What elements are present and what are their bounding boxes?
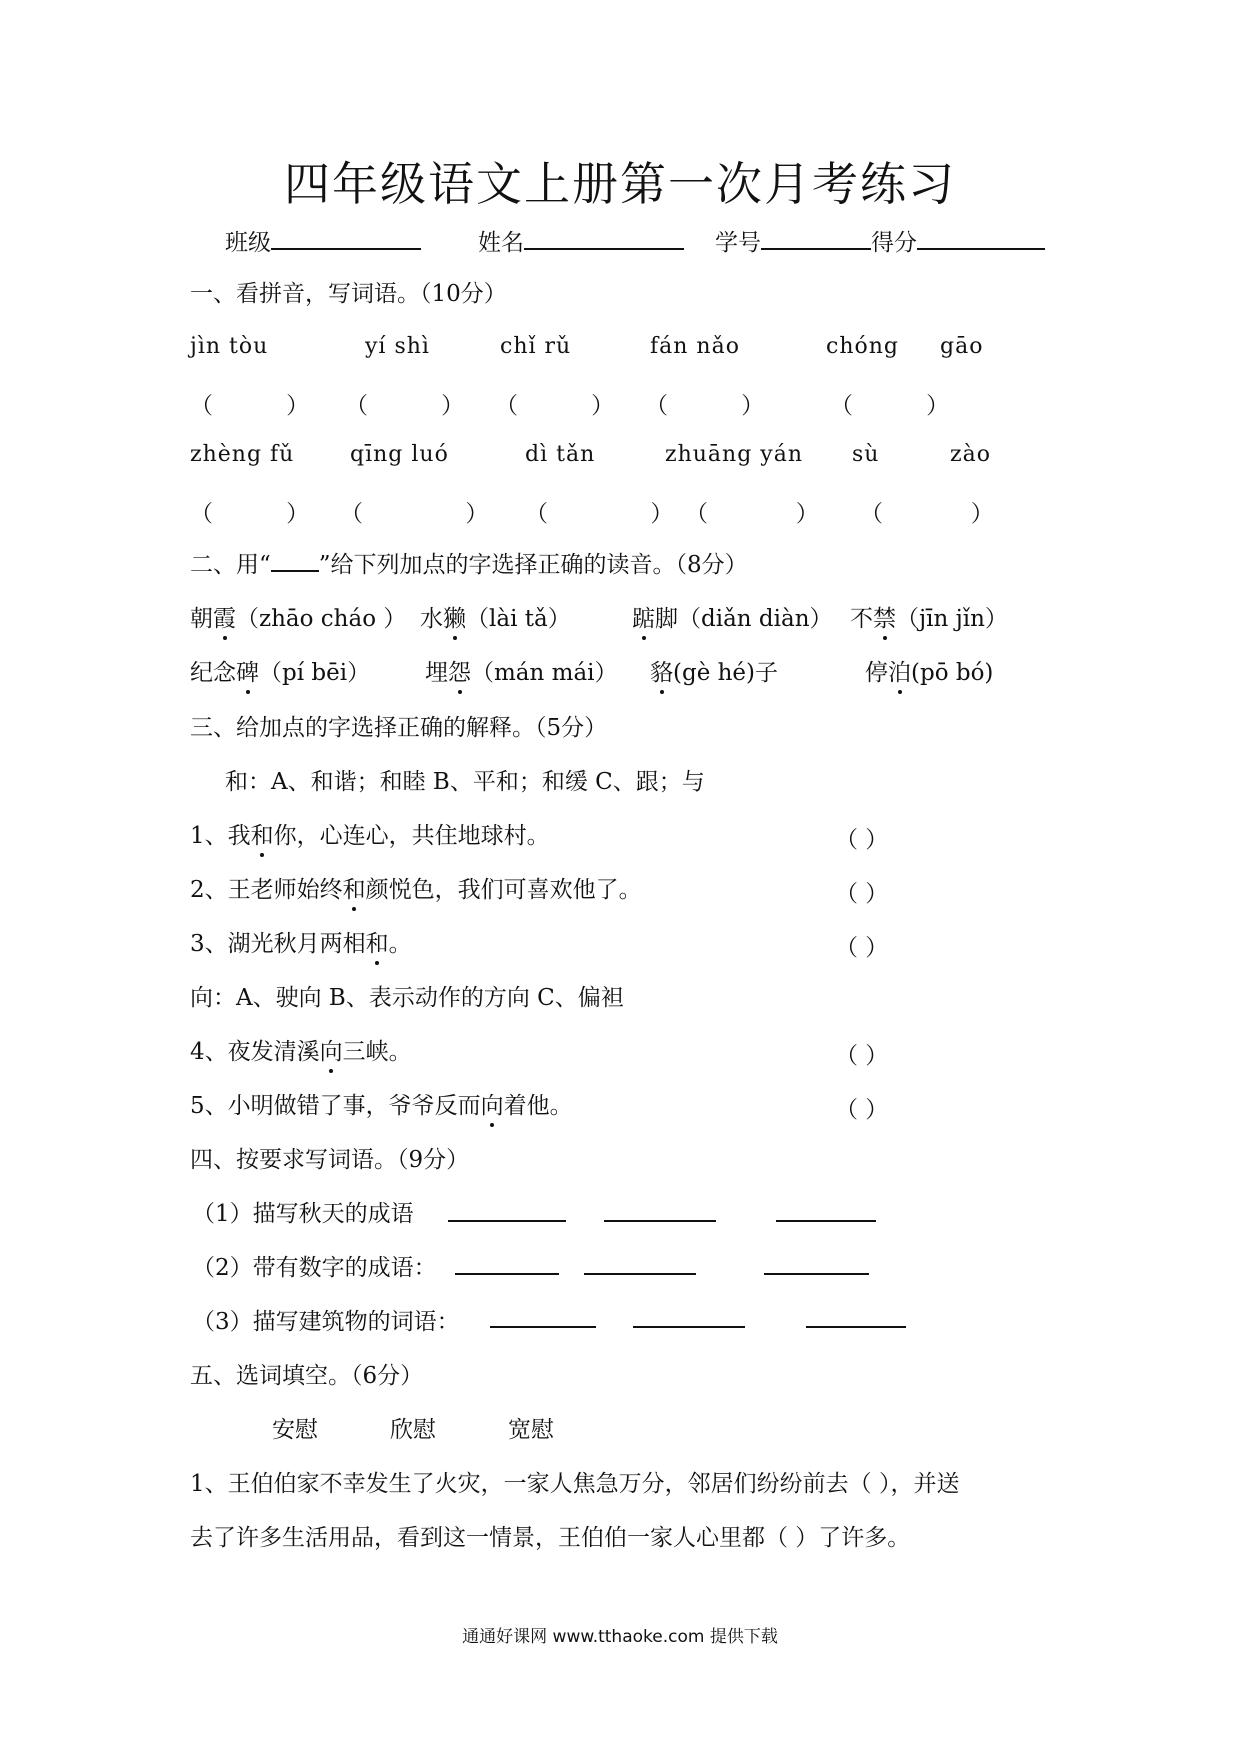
word-option: 宽慰 xyxy=(508,1417,554,1443)
question-text: 2、王老师始终 xyxy=(190,877,343,903)
dotted-char: 踮 xyxy=(632,606,655,632)
question-text: 你，心连心，共住地球村。 xyxy=(273,823,550,849)
student-info-row xyxy=(225,226,421,258)
answer-box[interactable]: （ ） xyxy=(685,501,819,527)
word-text: 停 xyxy=(865,660,888,686)
dotted-char: 貉 xyxy=(650,660,673,686)
pinyin-3: chǐ rǔ xyxy=(500,334,572,359)
question-text: 3、湖光秋月两相 xyxy=(190,931,366,957)
name-field[interactable] xyxy=(524,226,684,250)
id-row xyxy=(715,226,1045,258)
answer-box[interactable]: （ ） xyxy=(340,501,489,527)
dotted-char: 禁 xyxy=(873,606,896,632)
answer-box[interactable]: （ ） xyxy=(835,1043,889,1069)
pinyin-10: zhuāng yán xyxy=(665,442,804,467)
section2-heading xyxy=(190,550,748,580)
pinyin-choices: (gè hé)子 xyxy=(673,660,779,686)
footer-credit: 通通好课网 www.tthaoke.com 提供下载 xyxy=(462,1627,778,1647)
question-text: 1、我 xyxy=(190,823,251,849)
name-label: 姓名 xyxy=(478,230,524,256)
question-item xyxy=(190,929,412,959)
section5-question-line2: 去了许多生活用品，看到这一情景，王伯伯一家人心里都（ ）了许多。 xyxy=(190,1525,911,1551)
score-label: 得分 xyxy=(871,230,917,256)
word-text: 埋 xyxy=(425,660,448,686)
word-text: 朝 xyxy=(190,606,213,632)
section3-heading: 三、给加点的字选择正确的解释。（5分） xyxy=(190,715,608,741)
pinyin-choices: （mán mái） xyxy=(471,660,618,686)
name-row xyxy=(478,226,684,258)
question-item xyxy=(190,821,550,851)
section2-heading-post: ”给下列加点的字选择正确的读音。（8分） xyxy=(318,552,748,578)
question-item xyxy=(190,1091,573,1121)
answer-line[interactable] xyxy=(633,1326,745,1328)
answer-box[interactable]: （ ） xyxy=(645,393,765,419)
dotted-char: 和 xyxy=(342,877,366,903)
dotted-char: 向 xyxy=(480,1093,504,1119)
answer-box[interactable]: （ ） xyxy=(190,501,310,527)
answer-box[interactable]: （ ） xyxy=(860,501,994,527)
pinyin-12: zào xyxy=(950,442,991,467)
pinyin-6: gāo xyxy=(940,334,984,359)
section2-heading-pre: 二、用“ xyxy=(190,552,271,578)
answer-line[interactable] xyxy=(448,1220,566,1222)
answer-box[interactable]: （ ） xyxy=(495,393,615,419)
answer-box[interactable]: （ ） xyxy=(835,935,889,961)
dotted-char: 碑 xyxy=(236,660,259,686)
reading-item xyxy=(865,658,993,688)
answer-box[interactable]: （ ） xyxy=(835,1097,889,1123)
dotted-char: 和 xyxy=(250,823,274,849)
pinyin-5: chóng xyxy=(826,334,899,359)
answer-box[interactable]: （ ） xyxy=(835,827,889,853)
answer-line[interactable] xyxy=(455,1273,559,1275)
word-bank xyxy=(272,1415,626,1445)
word-text: 不 xyxy=(850,606,873,632)
pinyin-7: zhèng fǔ xyxy=(190,442,295,467)
section5-question-line1: 1、王伯伯家不幸发生了火灾，一家人焦急万分，邻居们纷纷前去（ ），并送 xyxy=(190,1471,960,1497)
section4-item-2: （2）带有数字的成语： xyxy=(192,1255,437,1281)
reading-item xyxy=(420,604,571,634)
dotted-char: 怨 xyxy=(448,660,471,686)
underline-sample xyxy=(271,552,319,572)
class-label: 班级 xyxy=(225,230,271,256)
pinyin-choices: （zhāo cháo ） xyxy=(236,606,407,632)
answer-box[interactable]: （ ） xyxy=(525,501,674,527)
pinyin-choices: 脚（diǎn diàn） xyxy=(655,606,833,632)
word-option: 安慰 xyxy=(272,1417,318,1443)
pinyin-2: yí shì xyxy=(365,334,430,359)
reading-item xyxy=(632,604,833,634)
question-item xyxy=(190,1037,412,1067)
question-item xyxy=(190,875,642,905)
he-options: 和：A、和谐；和睦 B、平和；和缓 C、跟；与 xyxy=(225,769,705,795)
pinyin-9: dì tǎn xyxy=(525,442,596,467)
pinyin-choices: (pō bó) xyxy=(911,660,994,686)
answer-box[interactable]: （ ） xyxy=(345,393,465,419)
reading-item xyxy=(850,604,1008,634)
section4-heading: 四、按要求写词语。（9分） xyxy=(190,1147,470,1173)
section4-item-3: （3）描写建筑物的词语： xyxy=(192,1309,460,1335)
word-text: 水 xyxy=(420,606,443,632)
question-text: 三峡。 xyxy=(342,1039,412,1065)
reading-item xyxy=(650,658,778,688)
question-text: 。 xyxy=(388,931,412,957)
answer-line[interactable] xyxy=(776,1220,876,1222)
section5-heading: 五、选词填空。（6分） xyxy=(190,1363,424,1389)
score-field[interactable] xyxy=(917,226,1045,250)
dotted-char: 和 xyxy=(365,931,389,957)
answer-line[interactable] xyxy=(584,1273,696,1275)
answer-box[interactable]: （ ） xyxy=(190,393,310,419)
answer-line[interactable] xyxy=(806,1326,906,1328)
section1-heading: 一、看拼音，写词语。（10分） xyxy=(190,281,507,307)
section4-item-1: （1）描写秋天的成语 xyxy=(192,1201,414,1227)
id-label: 学号 xyxy=(715,230,761,256)
question-text: 4、夜发清溪 xyxy=(190,1039,320,1065)
pinyin-choices: （lài tǎ） xyxy=(466,606,571,632)
answer-line[interactable] xyxy=(490,1326,596,1328)
question-text: 颜悦色，我们可喜欢他了。 xyxy=(365,877,642,903)
answer-line[interactable] xyxy=(764,1273,869,1275)
answer-box[interactable]: （ ） xyxy=(830,393,950,419)
answer-box[interactable]: （ ） xyxy=(835,881,889,907)
reading-item xyxy=(190,604,406,634)
dotted-char: 獭 xyxy=(443,606,466,632)
pinyin-choices: （jīn jǐn） xyxy=(896,606,1008,632)
reading-item xyxy=(425,658,618,688)
class-field[interactable] xyxy=(271,226,421,250)
pinyin-11: sù xyxy=(852,442,880,467)
word-text: 纪念 xyxy=(190,660,236,686)
pinyin-1: jìn tòu xyxy=(190,334,269,359)
reading-item xyxy=(190,658,370,688)
question-text: 着他。 xyxy=(503,1093,573,1119)
dotted-char: 霞 xyxy=(213,606,236,632)
word-option: 欣慰 xyxy=(390,1417,436,1443)
xiang-options: 向：A、驶向 B、表示动作的方向 C、偏袒 xyxy=(190,985,624,1011)
page-title: 四年级语文上册第一次月考练习 xyxy=(284,157,956,211)
id-field[interactable] xyxy=(761,226,871,250)
pinyin-4: fán nǎo xyxy=(650,334,740,359)
dotted-char: 向 xyxy=(319,1039,343,1065)
question-text: 5、小明做错了事，爷爷反而 xyxy=(190,1093,481,1119)
dotted-char: 泊 xyxy=(888,660,911,686)
pinyin-choices: （pí bēi） xyxy=(259,660,371,686)
pinyin-8: qīng luó xyxy=(350,442,449,467)
answer-line[interactable] xyxy=(604,1220,716,1222)
